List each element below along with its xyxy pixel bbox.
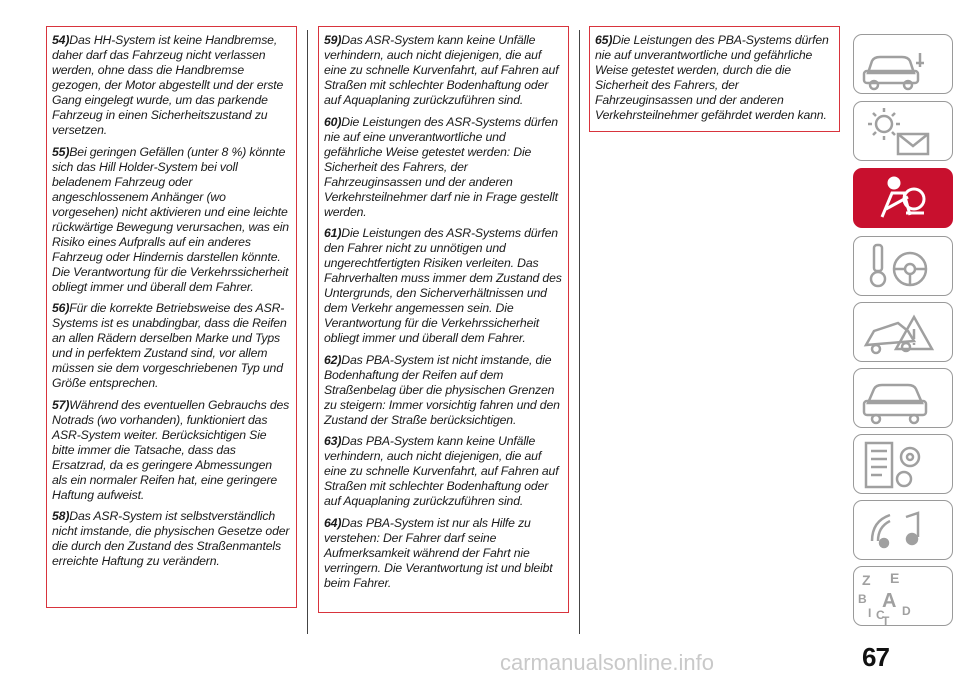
index-letter: B: [858, 592, 867, 606]
warning-note-number: 64): [324, 515, 342, 530]
warning-note-text: Während des eventuellen Gebrauchs des Notrads (wo vorhanden), funktioniert das ASR-System weiter. Berücksichtigen Sie bitte immer die Tatsache, dass das Ersatzrad, da es geringere Abmessungen als ein normaler Reifen hat, eine geringere Haftung aufweist.: [52, 397, 290, 502]
warning-note-number: 60): [324, 114, 342, 129]
warning-column-2: [318, 26, 569, 613]
warning-note: [52, 145, 290, 295]
index-letter: A: [882, 590, 897, 612]
warning-note: [52, 398, 290, 503]
car-maintenance-icon: [854, 369, 953, 428]
warning-note-number: 62): [324, 352, 342, 367]
warning-note-number: 57): [52, 397, 70, 412]
warning-note: [324, 226, 562, 346]
tab-technical-data[interactable]: [853, 434, 953, 494]
warning-note: [595, 33, 833, 123]
warning-note-number: 61): [324, 226, 342, 240]
column-divider: [579, 30, 580, 634]
warning-column-3: [589, 26, 840, 132]
warning-note: [324, 115, 562, 220]
warning-note: [52, 301, 290, 391]
warning-note: [52, 33, 290, 138]
technical-data-gears-icon: [854, 435, 953, 494]
warning-note-number: 65): [595, 33, 613, 47]
page-number: 67: [862, 642, 889, 672]
warning-note-text: Das PBA-System ist nicht imstande, die Bodenhaftung der Reifen auf dem Straßenbelag über die physischen Grenzen zu steigern: Immer vorsichtig fahren und den Zustand der Straße berücksichtigen.: [324, 352, 560, 427]
warning-note-text: Für die korrekte Betriebsweise des ASR-Systems ist es unabdingbar, dass die Reifen an allen Rädern derselben Marke und Typs und in perfektem Zustand sind, vor allem müssen sie dem vorgeschriebenen Typ und Größe entsprechen.: [52, 301, 287, 390]
warning-note: [324, 516, 562, 591]
warning-column-1: [46, 26, 297, 608]
warning-note-text: Das PBA-System ist nur als Hilfe zu verstehen: Der Fahrer darf seine Aufmerksamkeit während der Fahrt nie verringern. Die Verantwortung ist und bleibt beim Fahrer.: [324, 515, 553, 590]
tab-multimedia[interactable]: [853, 500, 953, 560]
warning-note-text: Das PBA-System kann keine Unfälle verhindern, auch nicht diejenigen, die auf eine zu schnelle Kurvenfahrt, auf Fahren auf Straßen mit schlechter Bodenhaftung oder auf Aquaplaning zurückzuführen sind.: [324, 434, 559, 508]
safety-airbag-seatbelt-icon: [854, 169, 953, 228]
car-dashboard-icon: [854, 35, 953, 94]
warning-note-text: Die Leistungen des ASR-Systems dürfen den Fahrer nicht zu unnötigen und ungerechtfertigten Risiken verleiten. Das Fahrverhalten muss immer dem Zustand des Untergrunds, den Sicherverhältnissen und dem Verkehr angemessen sein. Die Verantwortung für die Verkehrssicherheit obliegt immer und überall dem Fahrer.: [324, 226, 562, 345]
tab-car-dashboard[interactable]: [853, 34, 953, 94]
warning-note-text: Die Leistungen des ASR-Systems dürfen nie auf eine unverantwortliche und gefährliche Weise getestet werden: Die Sicherheit des Fahrers, der Fahrzeuginsassen und der anderen Verkehrsteilnehmer darf nie in Frage gestellt werden.: [324, 114, 558, 219]
warning-note-number: 58): [52, 509, 70, 523]
watermark: carmanualsonline.info: [500, 650, 715, 675]
warning-note-number: 63): [324, 434, 342, 448]
index-letter: I: [868, 606, 872, 620]
emergency-car-warning-icon: [854, 303, 953, 362]
tab-maintenance[interactable]: [853, 368, 953, 428]
tab-safety[interactable]: [853, 168, 953, 228]
warning-note: [324, 434, 562, 509]
warning-note-text: Das HH-System ist keine Handbremse, daher darf das Fahrzeug nicht verlassen werden, ohne dass die Handbremse gezogen, der Motor abgestellt und der erste Gang eingelegt wurde, um das parkende Fahrzeug in einen Sicherheitszustand zu versetzen.: [52, 33, 284, 137]
warning-note: [52, 509, 290, 569]
index-letter: Z: [862, 572, 871, 588]
warning-note-number: 54): [52, 33, 70, 47]
index-letter: E: [890, 570, 900, 586]
multimedia-music-icon: [854, 501, 953, 560]
key-steering-wheel-icon: [854, 237, 953, 296]
column-divider: [307, 30, 308, 634]
tab-start-drive[interactable]: [853, 236, 953, 296]
warning-note-number: 59): [324, 33, 342, 47]
tab-warning-lights[interactable]: [853, 101, 953, 161]
warning-note-number: 55): [52, 144, 70, 159]
warning-note: [324, 33, 562, 108]
warning-note-number: 56): [52, 301, 70, 315]
warning-note-text: Das ASR-System kann keine Unfälle verhindern, auch nicht diejenigen, die auf eine zu schnelle Kurvenfahrt, auf Fahren auf Straßen mit schlechter Bodenhaftung oder auf Aquaplaning zurückzuführen sind.: [324, 33, 559, 107]
warning-note-text: Die Leistungen des PBA-Systems dürfen nie auf unverantwortliche und gefährliche Weise getestet werden, durch die die Sicherheit des Fahrers, der Fahrzeuginsassen und der anderen Verkehrsteilnehmer gefährdet werden kann.: [595, 33, 829, 122]
warning-lights-message-icon: [854, 102, 953, 161]
index-letter: D: [902, 604, 911, 618]
index-letter: T: [882, 614, 890, 627]
warning-note-text: Das ASR-System ist selbstverständlich nicht imstande, die physischen Gesetze oder die durch den Zustand des Straßenmantels erreichte Haftung zu verändern.: [52, 509, 290, 568]
warning-note-text: Bei geringen Gefällen (unter 8 %) könnte sich das Hill Holder-System bei voll beladenem Fahrzeug oder angeschlossenem Anhänger (wo vorgesehen) nicht aktivieren und eine leichte rückwärtige Bewegung verursachen, was ein Risiko eines Aufpralls auf ein anderes Fahrzeug oder Hindernis darstellen könnte. Die Verantwortung für die Verkehrssicherheit obliegt immer und überall dem Fahrer.: [52, 144, 289, 294]
tab-index[interactable]: [853, 566, 953, 626]
tab-emergency[interactable]: [853, 302, 953, 362]
index-letter: C: [876, 608, 885, 622]
warning-note: [324, 353, 562, 428]
alphabetical-index-icon: [854, 567, 953, 626]
